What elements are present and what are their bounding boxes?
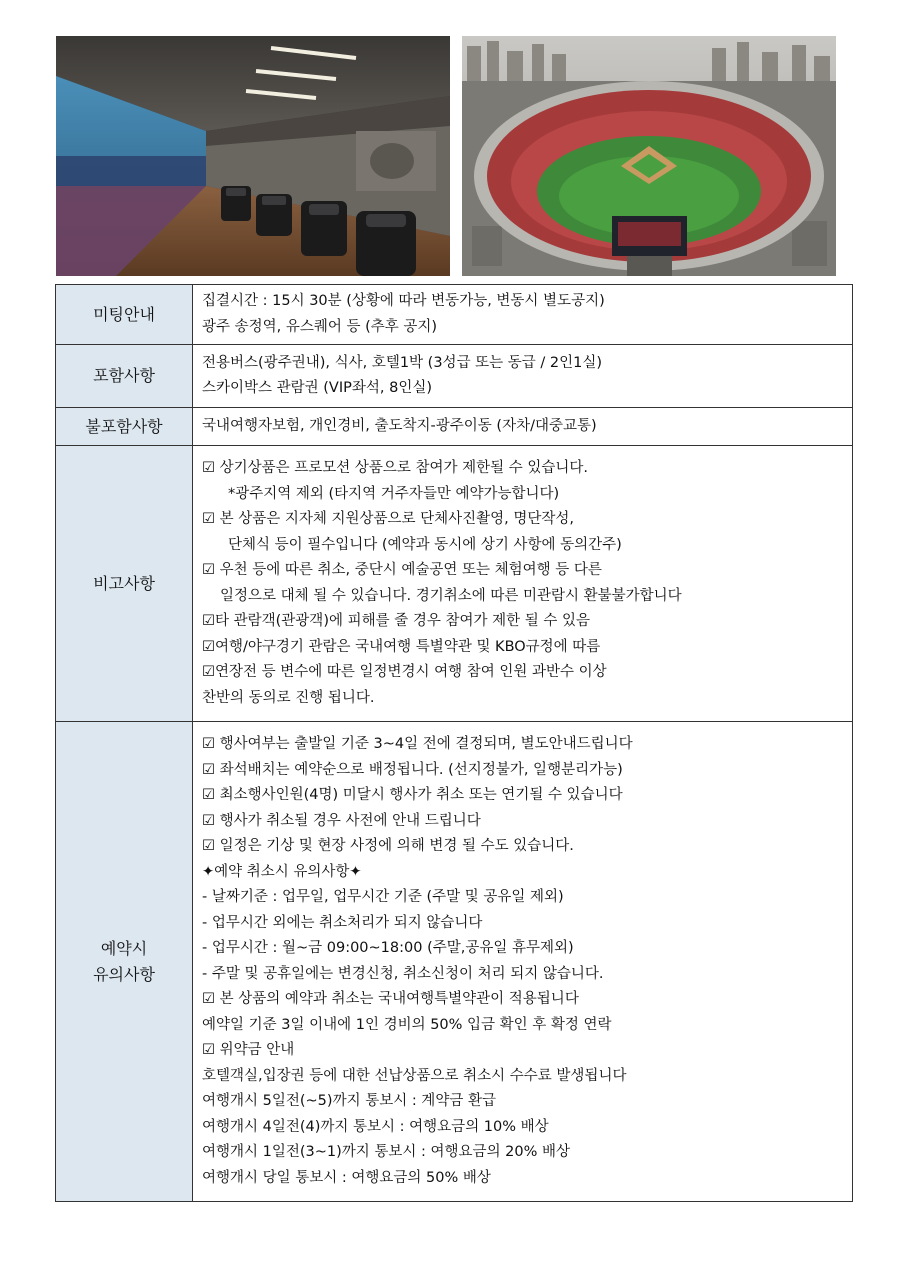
- included-row: [56, 345, 853, 408]
- meeting-row: [56, 285, 853, 345]
- stadium-aerial-photo: [462, 36, 836, 276]
- content-line: 집결시간 : 15시 30분 (상황에 따라 변동가능, 변동시 별도공지): [202, 293, 605, 309]
- excluded-row: [56, 408, 853, 446]
- remarks-row: [56, 446, 853, 722]
- reservation-notice-row: [56, 722, 853, 1202]
- meeting-label: 미팅안내: [56, 285, 193, 345]
- content-line: 여행개시 당일 통보시 : 여행요금의 50% 배상: [202, 1169, 491, 1186]
- content-line: - 업무시간 : 월~금 09:00~18:00 (주말,공유일 휴무제외): [202, 940, 574, 956]
- stadium-aerial-illustration: [462, 36, 836, 276]
- reservation-notice-label: [56, 722, 193, 1202]
- content-line: 국내여행자보험, 개인경비, 출도착지-광주이동 (자차/대중교통): [202, 417, 597, 434]
- content-line: ☑ 행사가 취소될 경우 사전에 안내 드립니다: [202, 812, 481, 829]
- content-line: ☑ 일정은 기상 및 현장 사정에 의해 변경 될 수도 있습니다.: [202, 838, 574, 854]
- content-line: 호텔객실,입장권 등에 대한 선납상품으로 취소시 수수료 발생됩니다: [202, 1067, 627, 1084]
- content-line: 일정으로 대체 될 수 있습니다. 경기취소에 따른 미관람시 환불불가합니다: [220, 587, 682, 604]
- content-line: 전용버스(광주권내), 식사, 호텔1박 (3성급 또는 동급 / 2인1실): [202, 354, 603, 371]
- content-line: ☑ 본 상품의 예약과 취소는 국내여행특별약관이 적용됩니다: [202, 991, 579, 1007]
- content-line: *광주지역 제외 (타지역 거주자들만 예약가능합니다): [228, 485, 560, 502]
- content-line: ☑타 관람객(관광객)에 피해를 줄 경우 참여가 제한 될 수 있음: [202, 613, 590, 629]
- label-line: 예약시: [100, 938, 148, 958]
- content-line: 스카이박스 관람권 (VIP좌석, 8인실): [202, 380, 432, 396]
- vip-skybox-photo: [56, 36, 450, 276]
- included-label: 포함사항: [56, 345, 193, 408]
- content-line: - 날짜기준 : 업무일, 업무시간 기준 (주말 및 공유일 제외): [202, 889, 564, 905]
- content-line: - 주말 및 공휴일에는 변경신청, 취소신청이 처리 되지 않습니다.: [202, 965, 604, 982]
- meeting-content: [193, 285, 853, 345]
- content-line: ✦예약 취소시 유의사항✦: [202, 863, 362, 880]
- remarks-label: 비고사항: [56, 446, 193, 722]
- content-line: ☑ 본 상품은 지자체 지원상품으로 단체사진촬영, 명단작성,: [202, 511, 575, 527]
- content-line: ☑ 위약금 안내: [202, 1042, 295, 1058]
- content-line: ☑ 상기상품은 프로모션 상품으로 참여가 제한될 수 있습니다.: [202, 460, 589, 476]
- content-line: 찬반의 동의로 진행 됩니다.: [202, 689, 375, 706]
- content-line: ☑연장전 등 변수에 따른 일정변경시 여행 참여 인원 과반수 이상: [202, 664, 607, 680]
- content-line: 여행개시 1일전(3~1)까지 통보시 : 여행요금의 20% 배상: [202, 1144, 571, 1160]
- excluded-content: [193, 408, 853, 446]
- content-line: 여행개시 5일전(~5)까지 통보시 : 계약금 환급: [202, 1093, 496, 1109]
- vip-skybox-interior-illustration: [56, 36, 450, 276]
- content-line: ☑ 행사여부는 출발일 기준 3~4일 전에 결정되며, 별도안내드립니다: [202, 736, 633, 752]
- included-content: [193, 345, 853, 408]
- content-line: ☑ 우천 등에 따른 취소, 중단시 예술공연 또는 체험여행 등 다른: [202, 562, 602, 578]
- label-line: 유의사항: [93, 964, 155, 984]
- content-line: 광주 송정역, 유스퀘어 등 (추후 공지): [202, 318, 438, 335]
- content-line: ☑ 최소행사인원(4명) 미달시 행사가 취소 또는 연기될 수 있습니다: [202, 787, 623, 803]
- content-line: 여행개시 4일전(4)까지 통보시 : 여행요금의 10% 배상: [202, 1118, 549, 1135]
- remarks-content: [193, 446, 853, 722]
- tour-info-table: [55, 284, 853, 1202]
- content-line: ☑여행/야구경기 관람은 국내여행 특별약관 및 KBO규정에 따름: [202, 638, 601, 655]
- content-line: ☑ 좌석배치는 예약순으로 배정됩니다. (선지정불가, 일행분리가능): [202, 761, 623, 778]
- reservation-notice-content: [193, 722, 853, 1202]
- content-line: - 업무시간 외에는 취소처리가 되지 않습니다: [202, 914, 483, 931]
- content-line: 예약일 기준 3일 이내에 1인 경비의 50% 입금 확인 후 확정 연락: [202, 1016, 612, 1033]
- excluded-label: 불포함사항: [56, 408, 193, 446]
- content-line: 단체식 등이 필수입니다 (예약과 동시에 상기 사항에 동의간주): [228, 536, 622, 553]
